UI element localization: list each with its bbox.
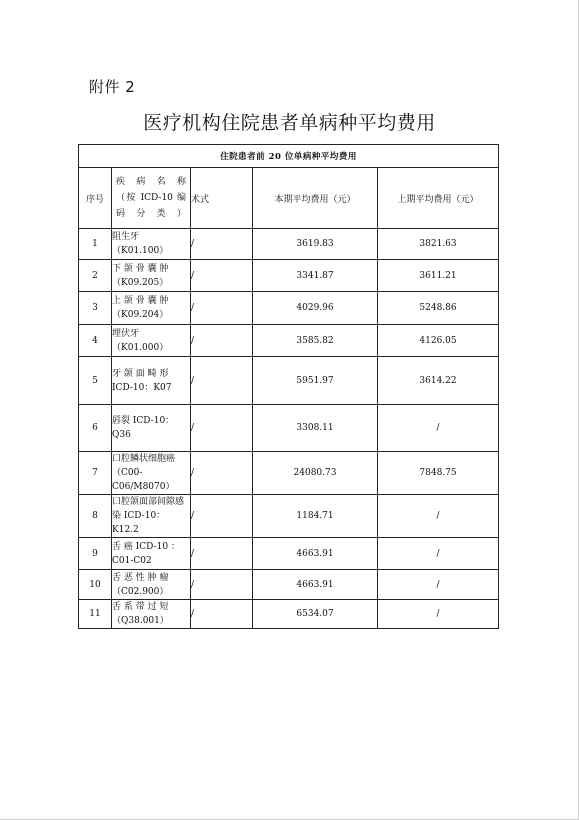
row-surgery: / — [191, 357, 253, 405]
row-index: 3 — [79, 292, 112, 325]
row-disease-name — [112, 570, 191, 600]
table-row — [79, 452, 499, 495]
header-disease-line3: 码分类） — [116, 209, 186, 219]
row-disease-name — [112, 495, 191, 538]
row-index: 10 — [79, 570, 112, 600]
table-row — [79, 600, 499, 629]
row-current-fee: 4663.91 — [253, 570, 378, 600]
row-surgery: / — [191, 260, 253, 292]
row-previous-fee: / — [378, 570, 499, 600]
row-previous-fee: / — [378, 538, 499, 570]
disease-name-line2: （C00-C06/M8070） — [112, 468, 175, 492]
row-surgery: / — [191, 538, 253, 570]
row-index: 4 — [79, 325, 112, 357]
row-current-fee: 4663.91 — [253, 538, 378, 570]
row-index: 8 — [79, 495, 112, 538]
row-disease-name — [112, 260, 191, 292]
row-surgery: / — [191, 570, 253, 600]
row-index: 2 — [79, 260, 112, 292]
disease-name-line2: （K09.204） — [112, 310, 169, 320]
row-previous-fee: / — [378, 495, 499, 538]
row-previous-fee: / — [378, 405, 499, 452]
row-index: 9 — [79, 538, 112, 570]
row-previous-fee: 3611.21 — [378, 260, 499, 292]
row-current-fee: 1184.71 — [253, 495, 378, 538]
row-index: 5 — [79, 357, 112, 405]
header-disease-line1: 疾 病 名 称 — [116, 177, 186, 187]
header-surgery: 术式 — [191, 168, 253, 229]
row-previous-fee: 4126.05 — [378, 325, 499, 357]
disease-name-line2: ICD-10：K07 — [112, 382, 172, 393]
row-current-fee: 4029.96 — [253, 292, 378, 325]
row-current-fee: 3585.82 — [253, 325, 378, 357]
disease-name-line1: 舌 癌 ICD-10 ： — [112, 541, 180, 552]
row-surgery: / — [191, 405, 253, 452]
row-surgery: / — [191, 600, 253, 629]
header-current-fee: 本期平均费用（元） — [253, 168, 378, 229]
table-caption: 住院患者前 20 位单病种平均费用 — [79, 145, 499, 168]
table-row — [79, 229, 499, 260]
row-previous-fee: 7848.75 — [378, 452, 499, 495]
table-header-row — [79, 168, 499, 229]
disease-name-line1: 下 颌 骨 囊 肿 — [112, 263, 169, 274]
row-index: 6 — [79, 405, 112, 452]
table-row — [79, 538, 499, 570]
disease-name-line1: 埋伏牙（K01.000） — [112, 328, 169, 353]
table-row — [79, 357, 499, 405]
header-previous-fee: 上期平均费用（元） — [378, 168, 499, 229]
row-index: 7 — [79, 452, 112, 495]
row-current-fee: 3308.11 — [253, 405, 378, 452]
row-index: 11 — [79, 600, 112, 629]
row-current-fee: 5951.97 — [253, 357, 378, 405]
disease-name-line1: 舌 系 带 过 短 — [112, 602, 169, 612]
table-row — [79, 260, 499, 292]
row-previous-fee: 3614.22 — [378, 357, 499, 405]
row-index: 1 — [79, 229, 112, 260]
row-disease-name — [112, 600, 191, 629]
disease-name-line1: 唇裂 ICD-10：Q36 — [112, 416, 175, 440]
table-row — [79, 405, 499, 452]
header-disease — [112, 168, 191, 229]
disease-name-line2: （Q38.001） — [112, 616, 169, 626]
row-disease-name — [112, 452, 191, 495]
row-disease-name — [112, 357, 191, 405]
row-surgery: / — [191, 325, 253, 357]
row-previous-fee: 3821.63 — [378, 229, 499, 260]
row-previous-fee: / — [378, 600, 499, 629]
disease-name-line1: 口腔鳞状细胞癌 — [112, 454, 176, 464]
disease-name-line2: （K09.205） — [112, 277, 169, 288]
row-surgery: / — [191, 229, 253, 260]
row-current-fee: 3341.87 — [253, 260, 378, 292]
row-surgery: / — [191, 495, 253, 538]
row-disease-name — [112, 325, 191, 357]
row-surgery: / — [191, 452, 253, 495]
disease-name-line1: 舌 恶 性 肿 瘤 — [112, 572, 169, 583]
table-row — [79, 495, 499, 538]
header-disease-line2: （按 ICD-10 编 — [116, 193, 186, 203]
disease-name-line2: 染 ICD-10：K12.2 — [112, 511, 166, 535]
row-current-fee: 6534.07 — [253, 600, 378, 629]
header-index: 序号 — [79, 168, 112, 229]
row-disease-name — [112, 292, 191, 325]
table-row — [79, 325, 499, 357]
row-disease-name — [112, 229, 191, 260]
row-disease-name — [112, 538, 191, 570]
row-surgery: / — [191, 292, 253, 325]
disease-name-line1: 上 颌 骨 囊 肿 — [112, 296, 169, 306]
row-current-fee: 24080.73 — [253, 452, 378, 495]
row-previous-fee: 5248.86 — [378, 292, 499, 325]
disease-name-line2: （C02.900） — [112, 586, 169, 597]
disease-name-line1: 口腔颌面部间隙感 — [112, 497, 185, 507]
table-row — [79, 292, 499, 325]
document-title: 医疗机构住院患者单病种平均费用 — [143, 112, 436, 134]
annex-label: 附件 2 — [89, 78, 136, 96]
disease-name-line2: C01-C02 — [112, 555, 152, 566]
disease-name-line1: 阻生牙（K01.100） — [112, 232, 169, 256]
table-row — [79, 570, 499, 600]
disease-name-line1: 牙 颌 面 畸 形 — [112, 368, 169, 379]
row-current-fee: 3619.83 — [253, 229, 378, 260]
row-disease-name — [112, 405, 191, 452]
fee-table — [78, 144, 499, 629]
